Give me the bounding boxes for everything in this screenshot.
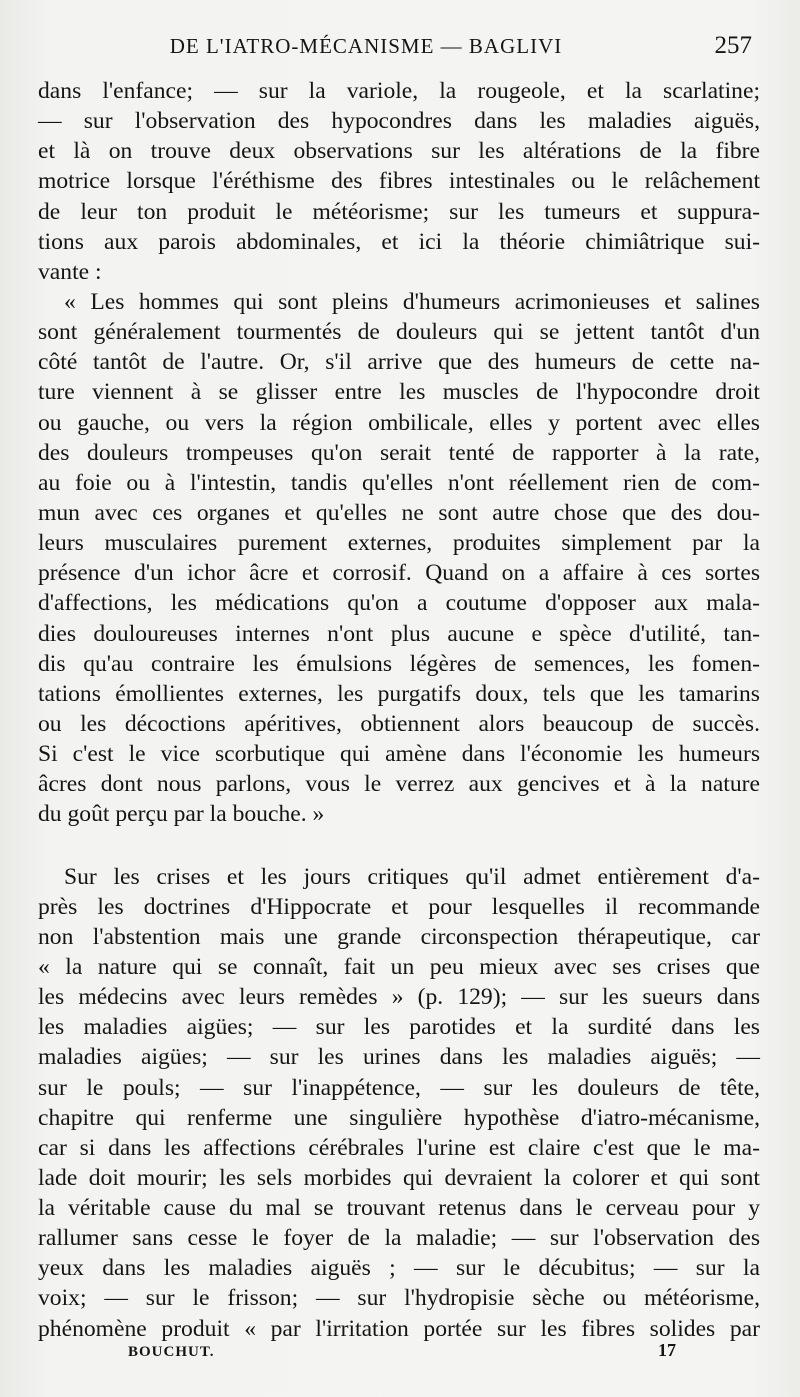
text-line: vante : bbox=[38, 258, 102, 285]
page-number: 257 bbox=[714, 32, 752, 59]
text-line: tations émollientes externes, les purgatifs doux, tels que les tamarins bbox=[38, 680, 760, 707]
text-line: et là on trouve deux observations sur les altérations de la fibre bbox=[38, 138, 760, 165]
running-head bbox=[40, 32, 752, 62]
text-line: Si c'est le vice scorbutique qui amène dans l'économie les humeurs bbox=[38, 741, 760, 768]
text-line: de leur ton produit le météorisme; sur les tumeurs et suppura- bbox=[38, 198, 760, 225]
text-line: leurs musculaires purement externes, produites simplement par la bbox=[38, 530, 760, 557]
text-line: dies douloureuses internes n'ont plus aucune e spèce d'utilité, tan- bbox=[38, 620, 760, 647]
text-line: « la nature qui se connaît, fait un peu mieux avec ses crises que bbox=[38, 953, 760, 980]
paragraph-start-line: Sur les crises et les jours critiques qu'il admet entièrement d'a- bbox=[64, 863, 760, 890]
text-line: ture viennent à se glisser entre les muscles de l'hypocondre droit bbox=[38, 379, 760, 406]
text-line: mun avec ces organes et qu'elles ne sont autre chose que des dou- bbox=[38, 499, 760, 526]
sheet-number: 17 bbox=[658, 1340, 676, 1360]
text-line: au foie ou à l'intestin, tandis qu'elles n'ont réellement rien de com- bbox=[38, 469, 760, 496]
text-line: sur le pouls; — sur l'inappétence, — sur les douleurs de tête, bbox=[38, 1074, 760, 1101]
text-line: côté tantôt de l'autre. Or, s'il arrive que des humeurs de cette na- bbox=[38, 349, 760, 376]
text-line: ou les décoctions apéritives, obtiennent alors beaucoup de succès. bbox=[38, 710, 760, 737]
running-title: DE L'IATRO-MÉCANISME — BAGLIVI bbox=[169, 34, 563, 58]
text-line: les maladies aigües; — sur les parotides et la surdité dans les bbox=[38, 1014, 760, 1041]
text-line: lade doit mourir; les sels morbides qui devraient la colorer et qui sont bbox=[38, 1164, 760, 1191]
text-line: d'affections, les médications qu'on a coutume d'opposer aux mala- bbox=[38, 590, 760, 617]
quote-end-line: du goût perçu par la bouche. » bbox=[38, 801, 325, 828]
text-line: voix; — sur le frisson; — sur l'hydropisie sèche ou météorisme, bbox=[38, 1285, 760, 1312]
paragraph-gap bbox=[38, 830, 760, 862]
text-line: près les doctrines d'Hippocrate et pour lesquelles il recommande bbox=[38, 893, 760, 920]
text-line: dis qu'au contraire les émulsions légères de semences, les fomen- bbox=[38, 650, 760, 677]
text-line: — sur l'observation des hypocondres dans les maladies aiguës, bbox=[38, 108, 760, 135]
text-line: yeux dans les maladies aiguës ; — sur le décubitus; — sur la bbox=[38, 1255, 760, 1282]
text-line: non l'abstention mais une grande circonspection thérapeutique, car bbox=[38, 923, 760, 950]
text-line: âcres dont nous parlons, vous le verrez aux gencives et à la nature bbox=[38, 771, 760, 798]
body-text bbox=[38, 76, 760, 1344]
quote-start-line: « Les hommes qui sont pleins d'humeurs acrimonieuses et salines bbox=[64, 288, 760, 315]
text-line: des douleurs trompeuses qu'on serait tenté de rapporter à la rate, bbox=[38, 439, 760, 466]
text-line: présence d'un ichor âcre et corrosif. Quand on a affaire à ces sortes bbox=[38, 560, 760, 587]
text-line: dans l'enfance; — sur la variole, la rougeole, et la scarlatine; bbox=[38, 78, 760, 104]
text-line: rallumer sans cesse le foyer de la maladie; — sur l'observation des bbox=[38, 1225, 760, 1252]
footer bbox=[128, 1340, 688, 1364]
text-line: les médecins avec leurs remèdes » (p. 129); — sur les sueurs dans bbox=[38, 984, 760, 1011]
text-line: chapitre qui renferme une singulière hypothèse d'iatro-mécanisme, bbox=[38, 1104, 760, 1131]
text-line: la véritable cause du mal se trouvant retenus dans le cerveau pour y bbox=[38, 1195, 760, 1222]
text-line: car si dans les affections cérébrales l'urine est claire c'est que le ma- bbox=[38, 1134, 760, 1161]
text-line: motrice lorsque l'éréthisme des fibres intestinales ou le relâchement bbox=[38, 168, 760, 195]
text-line: tions aux parois abdominales, et ici la théorie chimiâtrique sui- bbox=[38, 228, 760, 255]
signature-mark: BOUCHUT. bbox=[128, 1344, 215, 1360]
text-line: phénomène produit « par l'irritation portée sur les fibres solides par bbox=[38, 1315, 760, 1342]
text-line: maladies aigües; — sur les urines dans les maladies aiguës; — bbox=[38, 1044, 760, 1071]
text-line: ou gauche, ou vers la région ombilicale, elles y portent avec elles bbox=[38, 409, 760, 436]
text-line: sont généralement tourmentés de douleurs qui se jettent tantôt d'un bbox=[38, 319, 760, 346]
